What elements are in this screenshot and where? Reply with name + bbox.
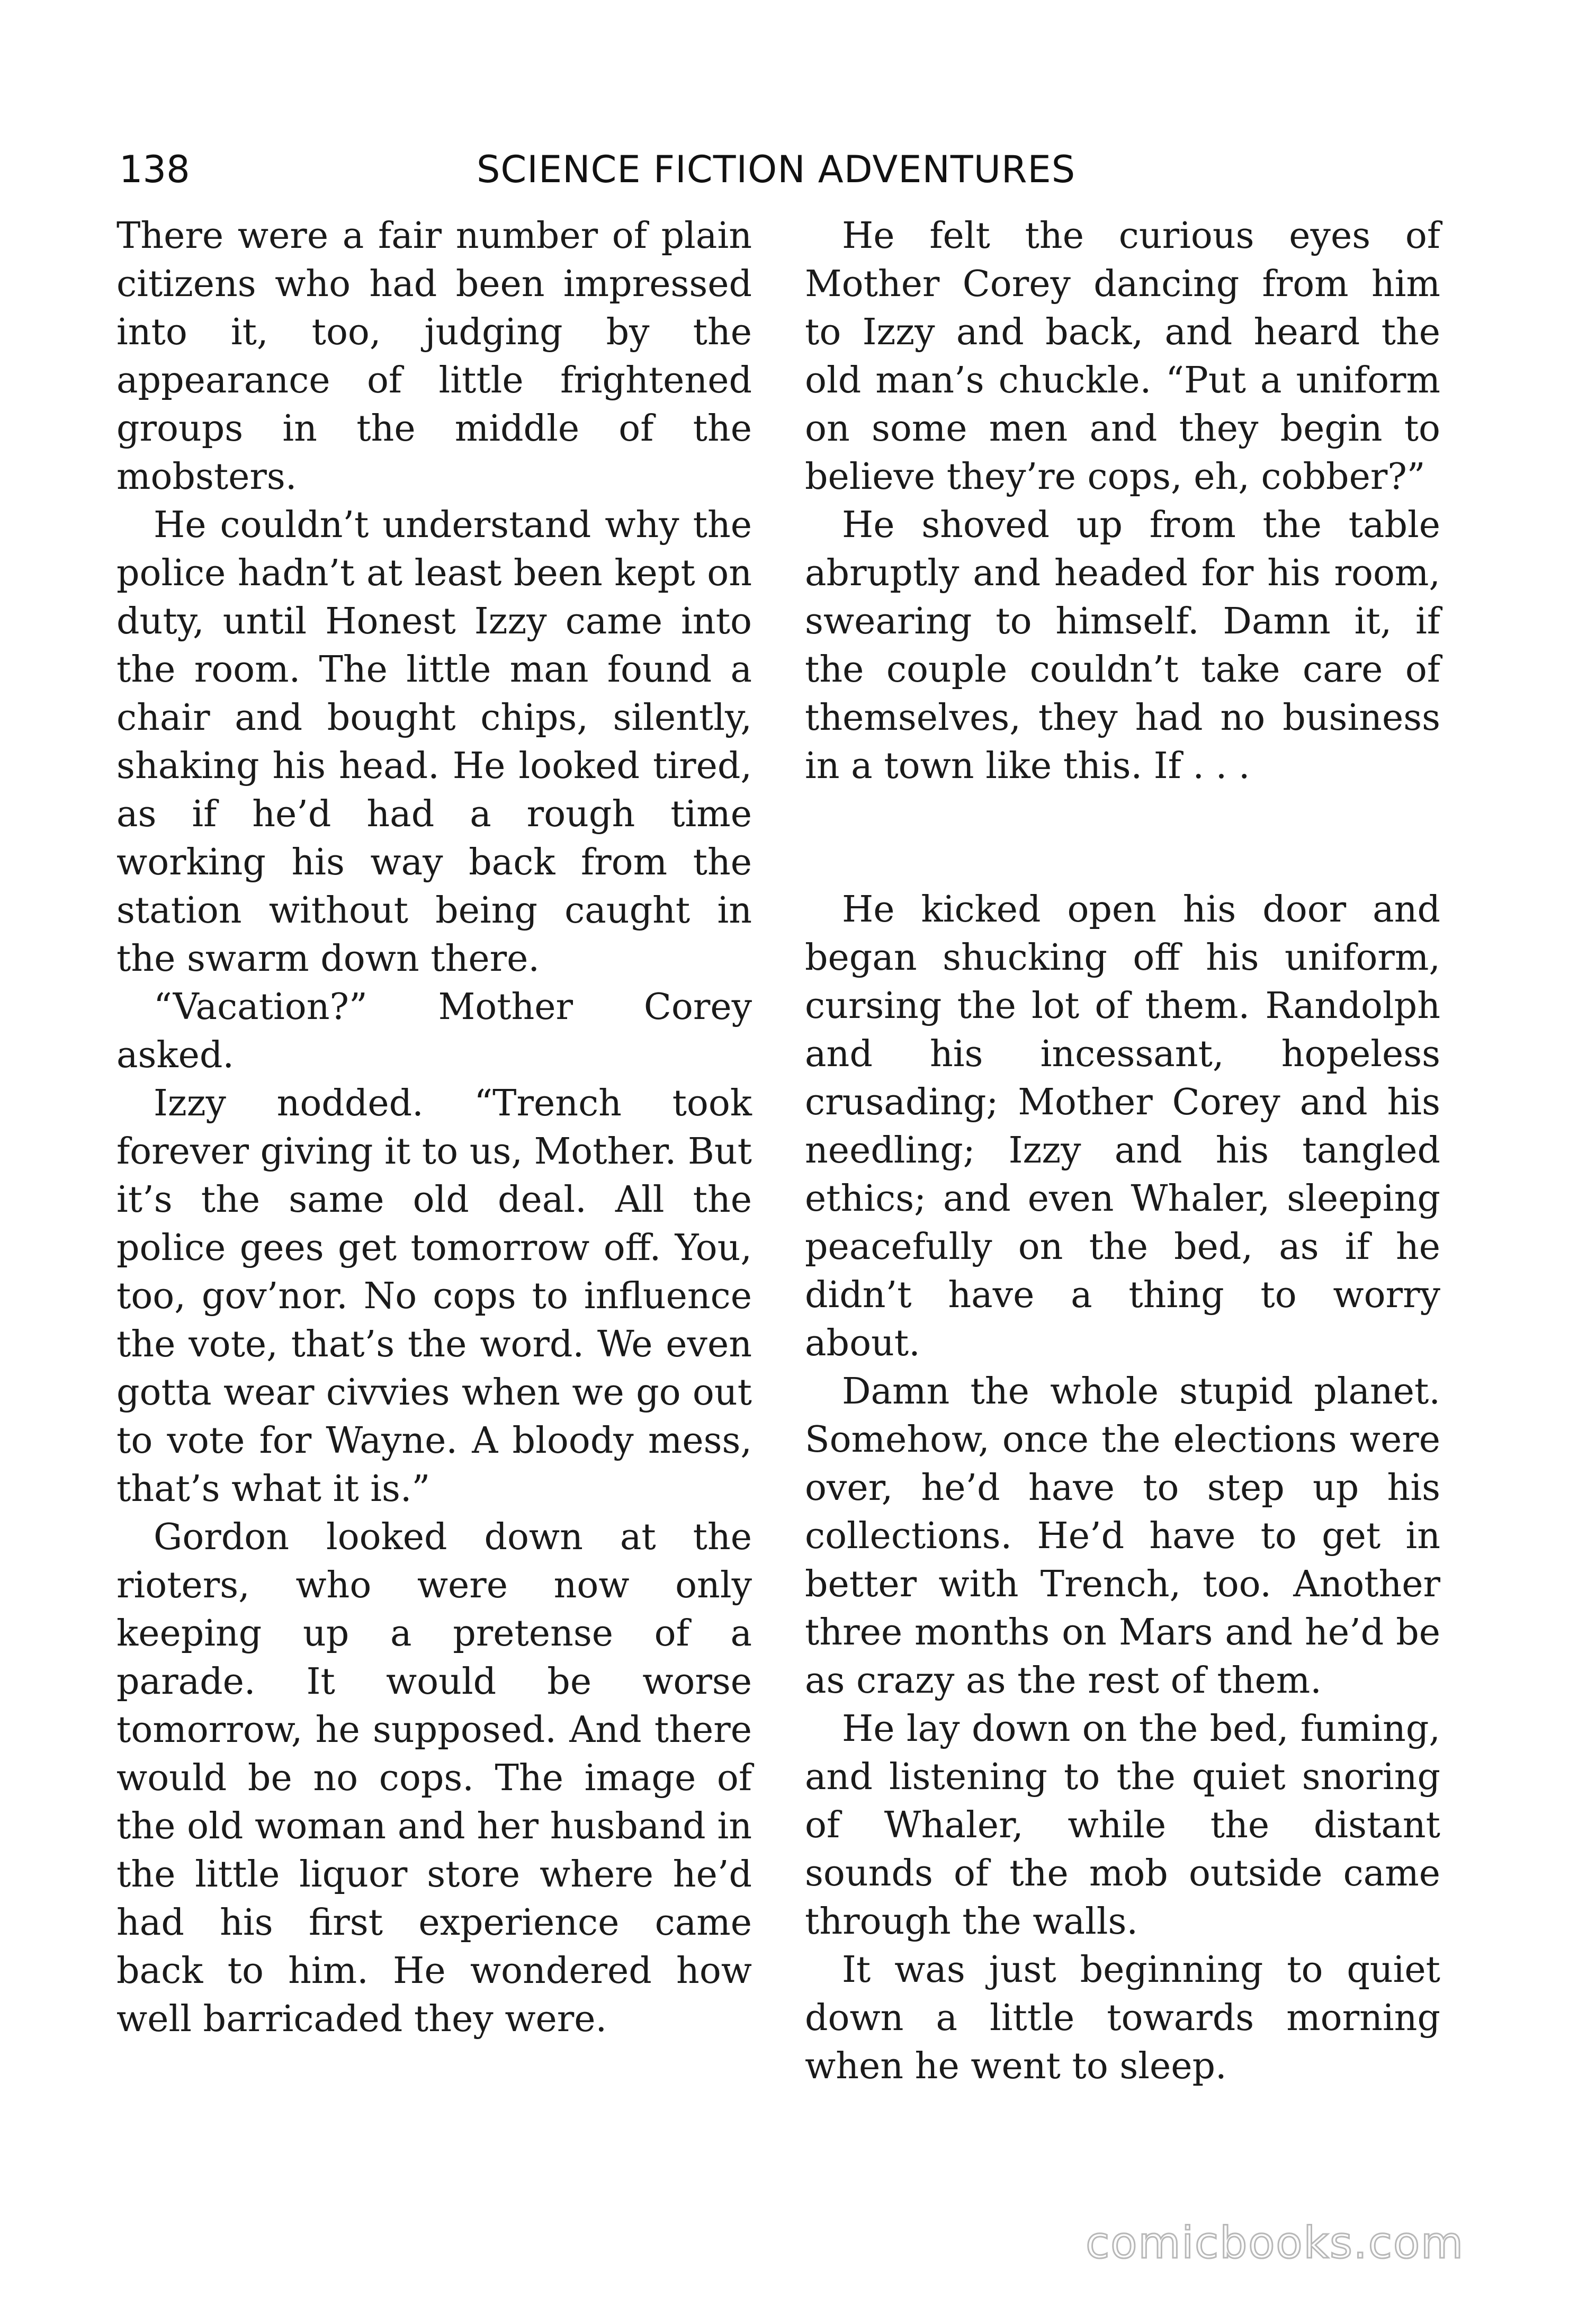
paragraph: It was just beginning to quiet down a little towards morning when he went to sleep. <box>805 1949 1440 2087</box>
paragraph: There were a fair number of plain citizens who had been impressed into it, too, judging by the appearance of little frightened groups in the middle of the mobsters. <box>116 215 752 498</box>
paragraph: He couldn’t understand why the police hadn’t at least been kept on duty, until Honest Izzy came into the room. The little man found a chair and bought chips, silently, shaking his head. He looked tired, as if he’d had a rough time working his way back from the station without being caught in the swarm down there. <box>116 504 752 980</box>
paragraph: “Vacation?” Mother Corey asked. <box>116 986 752 1076</box>
paragraph: Damn the whole stupid planet. Somehow, once the elections were over, he’d have to step up his collections. He’d have to get in better with Trench, too. Another three months on Mars and he’d be as crazy as the rest of them. <box>805 1371 1440 1702</box>
page-number: 138 <box>119 148 190 191</box>
paragraph: He felt the curious eyes of Mother Corey dancing from him to Izzy and back, and heard the old man’s chuckle. “Put a uniform on some men and they begin to believe they’re cops, eh, cobber?” <box>805 215 1440 498</box>
paragraph: He shoved up from the table abruptly and headed for his room, swearing to himself. Damn it, if the couple couldn’t take care of themselves, they had no business in a town like this. If . . . <box>805 504 1440 787</box>
left-column <box>116 212 752 2043</box>
paragraph: Gordon looked down at the rioters, who were now only keeping up a pretense of a parade. It would be worse tomorrow, he supposed. And there would be no cops. The image of the old woman and her husband in the little liquor store where he’d had his first experience came back to him. He wondered how well barricaded they were. <box>116 1516 752 2040</box>
watermark: comicbooks.com <box>1086 2218 1464 2268</box>
paragraph: He kicked open his door and began shucking off his uniform, cursing the lot of them. Randolph and his incessant, hopeless crusading; Mother Corey and his needling; Izzy and his tangled ethics; and even Whaler, sleeping peacefully on the bed, as if he didn’t have a thing to worry about. <box>805 889 1440 1364</box>
right-column <box>805 212 1440 2090</box>
paragraph: He lay down on the bed, fuming, and listening to the quiet snoring of Whaler, while the distant sounds of the mob outside came through the walls. <box>805 1708 1440 1943</box>
section-break <box>805 790 1440 886</box>
page-header <box>119 143 1464 207</box>
running-title: SCIENCE FICTION ADVENTURES <box>477 148 1076 191</box>
paragraph: Izzy nodded. “Trench took forever giving it to us, Mother. But it’s the same old deal. All the police gees get tomorrow off. You, too, gov’nor. No cops to influence the vote, that’s the word. We even gotta wear civvies when we go out to vote for Wayne. A bloody mess, that’s what it is.” <box>116 1083 752 1510</box>
